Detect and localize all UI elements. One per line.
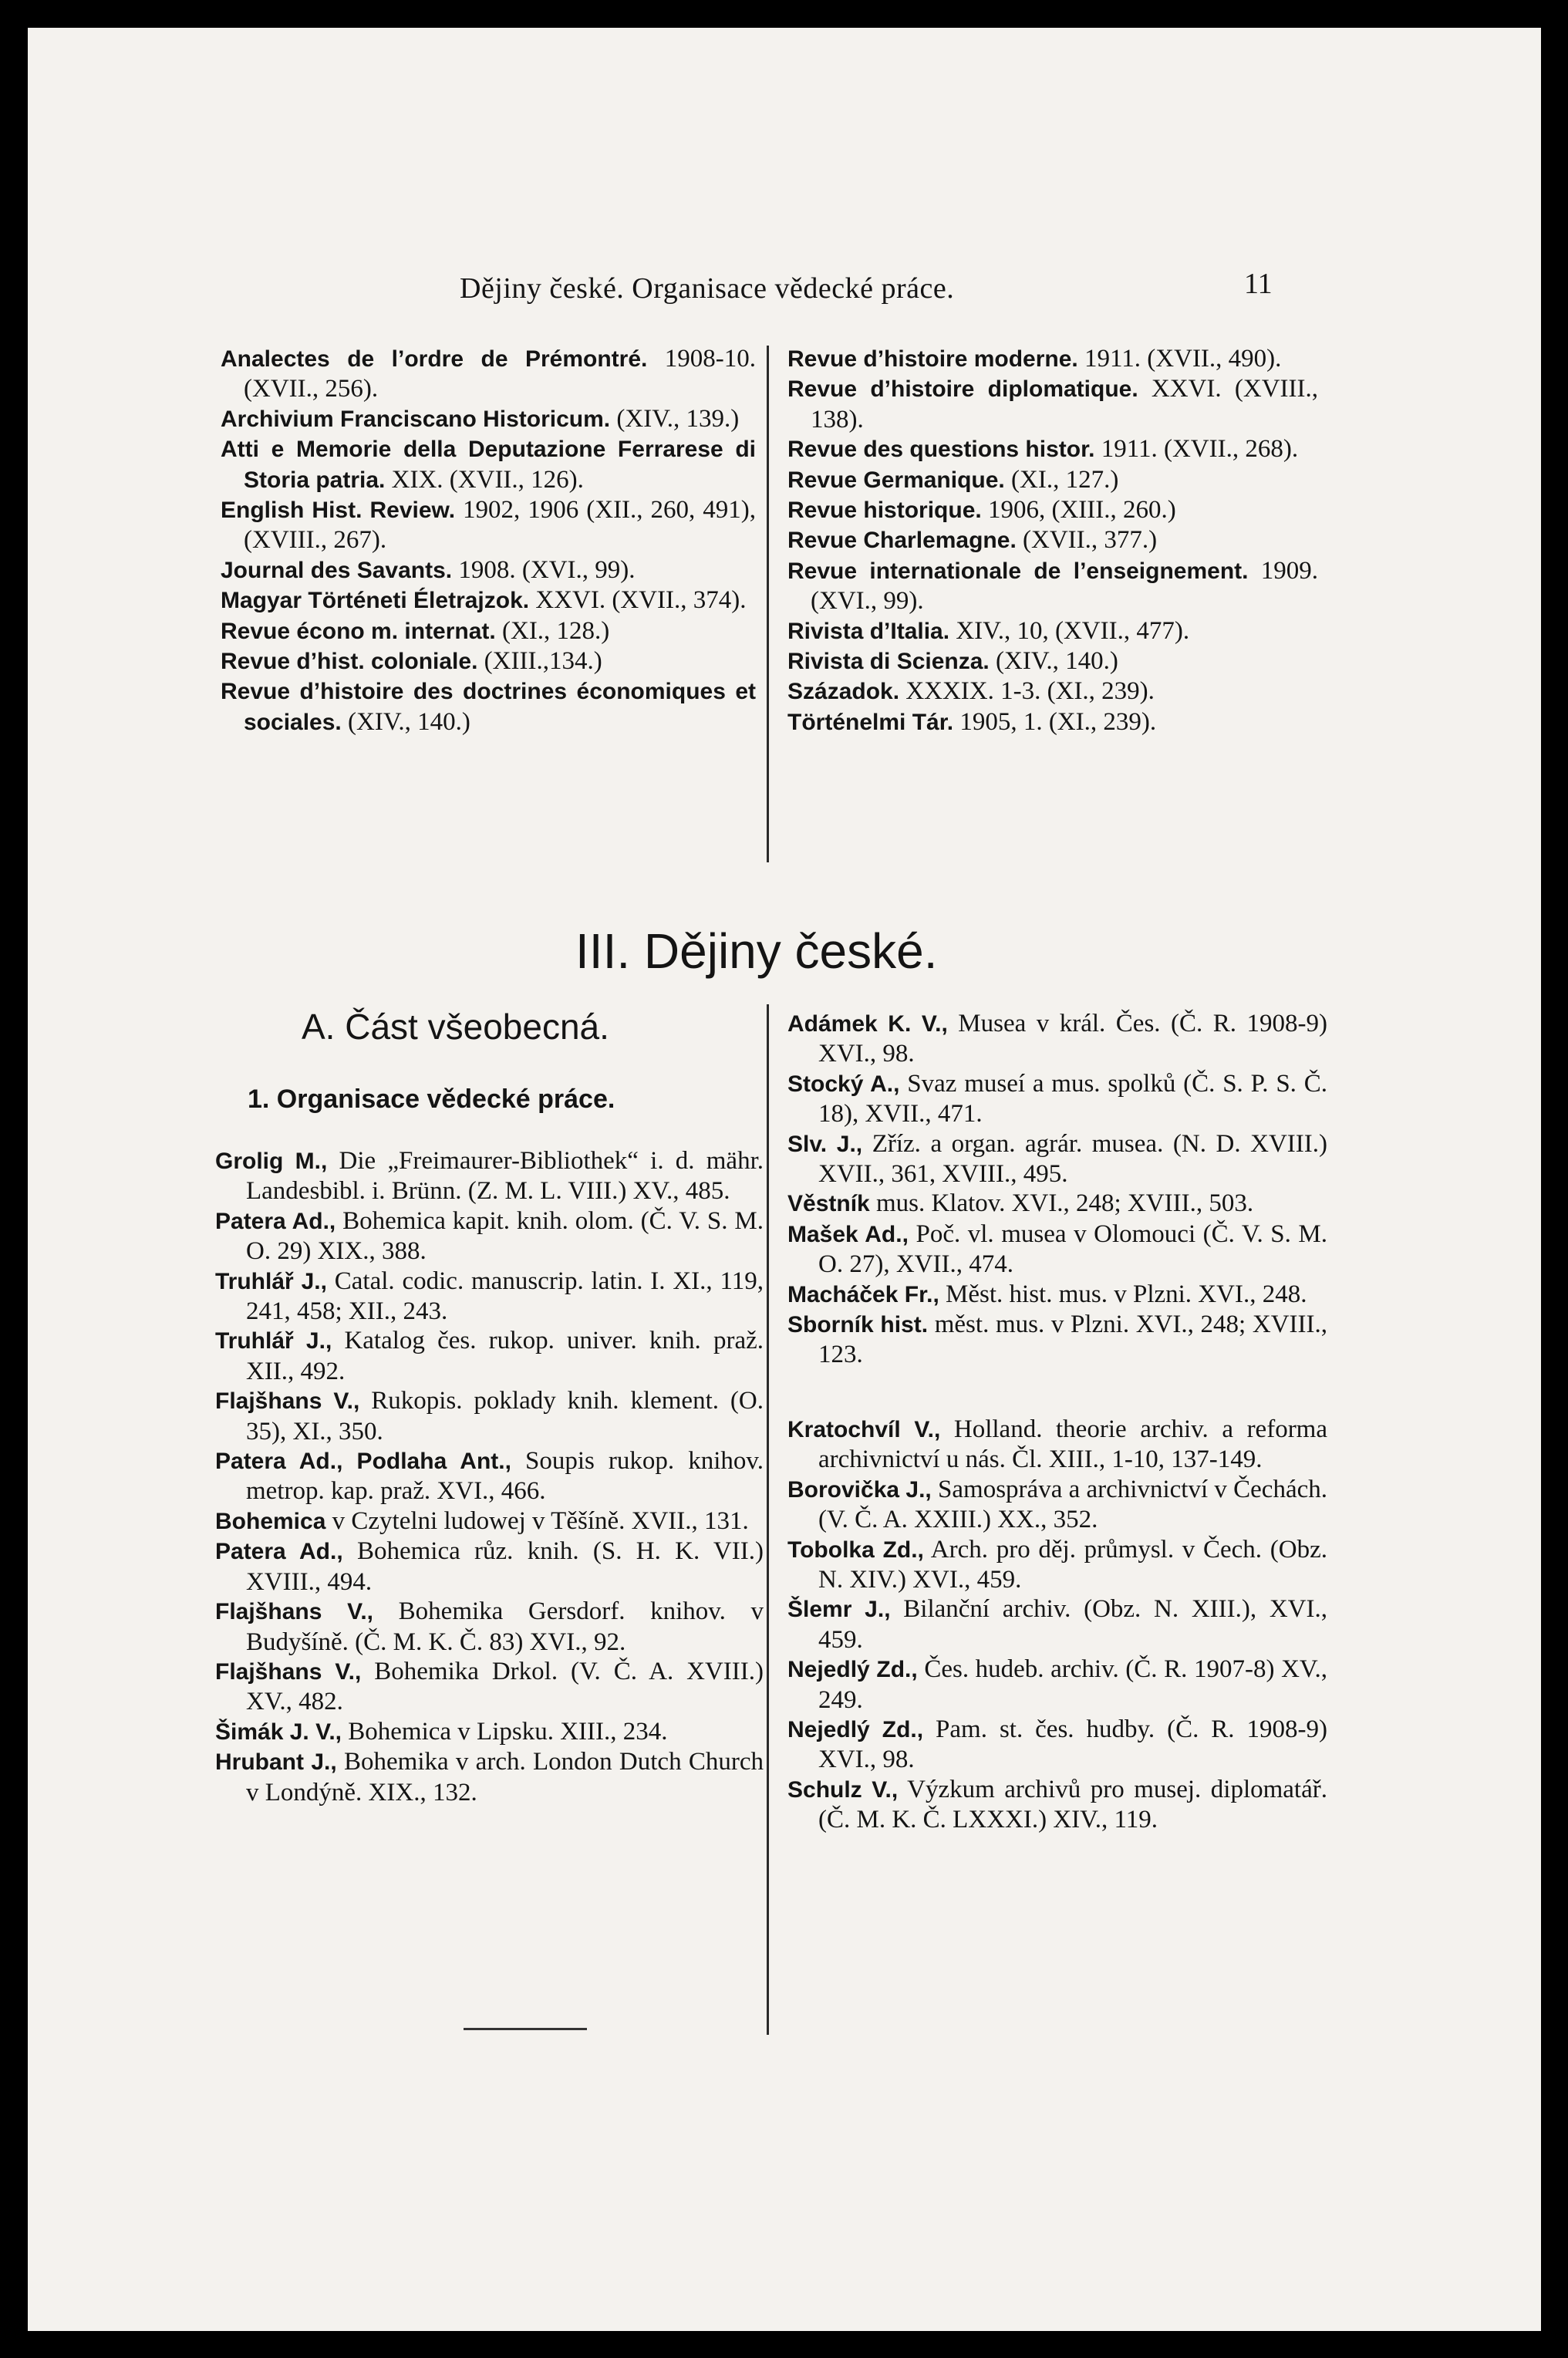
entry-heading: Věstník xyxy=(787,1191,870,1217)
entry-reference: Arch. pro děj. průmysl. v Čech. (Obz. N. XIV.) XVI., 459. xyxy=(818,1535,1327,1594)
entry-reference: Die „Freimaurer-Bibliothek“ i. d. mähr. Landesbibl. i. Brünn. (Z. M. L. VIII.) XV., 485. xyxy=(246,1147,764,1206)
bibliography-entry xyxy=(215,1326,764,1386)
entry-heading: Truhlář J., xyxy=(215,1268,327,1294)
entry-reference: (XIII.,134.) xyxy=(477,647,602,676)
entry-heading: Borovička J., xyxy=(787,1476,932,1503)
page-number: 11 xyxy=(1244,268,1273,300)
entry-heading: Patera Ad., xyxy=(215,1539,343,1565)
bibliography-entry xyxy=(221,676,756,737)
entry-heading: Flajšhans V., xyxy=(215,1658,362,1685)
entry-reference: (XIV., 139.) xyxy=(610,404,740,433)
entry-heading: Slv. J., xyxy=(787,1131,863,1157)
bibliography-entry xyxy=(787,344,1318,374)
entry-heading: Rivista di Scienza. xyxy=(787,649,990,675)
bibliography-entry xyxy=(221,585,756,616)
bibliography-entry xyxy=(787,465,1318,495)
entry-heading: Patera Ad., Podlaha Ant., xyxy=(215,1449,511,1475)
entry-reference: Katalog čes. rukop. univer. knih. praž. XII., 492. xyxy=(246,1327,764,1385)
bibliography-entry xyxy=(787,1219,1327,1280)
entry-heading: Schulz V., xyxy=(787,1776,899,1803)
entry-reference: Bohemika v arch. London Dutch Church v Londýně. XIX., 132. xyxy=(246,1748,764,1806)
entry-reference: (XVII., 377.) xyxy=(1016,526,1158,555)
bibliography-entry xyxy=(215,1537,764,1597)
entry-heading: Revue internationale de l’enseignement. xyxy=(787,558,1249,584)
subsubsection-title: 1. Organisace vědecké práce. xyxy=(248,1085,615,1114)
entry-heading: Századok. xyxy=(787,679,900,705)
entry-heading: Patera Ad., xyxy=(215,1208,336,1234)
entry-heading: Revue d’histoire des doctrines économiques et sociales. xyxy=(221,679,756,735)
entry-reference: Bohemica v Lipsku. XIII., 234. xyxy=(342,1717,668,1746)
entry-reference: (XI., 127.) xyxy=(1004,465,1119,494)
bibliography-entry xyxy=(787,707,1318,737)
entry-reference: Pam. st. čes. hudby. (Č. R. 1908-9) XVI., 98. xyxy=(818,1715,1327,1774)
bibliography-entry xyxy=(215,1717,764,1747)
bibliography-entry xyxy=(787,1775,1327,1835)
entry-heading: Flajšhans V., xyxy=(215,1388,360,1415)
bibliography-entry xyxy=(221,616,756,646)
entry-reference: Bohemika Drkol. (V. Č. A. XVIII.) XV., 482. xyxy=(246,1657,764,1716)
entry-heading: Történelmi Tár. xyxy=(787,709,954,735)
bibliography-entry xyxy=(215,1146,764,1206)
bibliography-entry xyxy=(221,646,756,676)
entry-reference: 1911. (XVII., 268). xyxy=(1094,435,1299,464)
bibliography-entry xyxy=(787,1280,1327,1310)
entry-heading: Adámek K. V., xyxy=(787,1011,948,1037)
entry-reference: Musea v král. Čes. (Č. R. 1908-9) XVI., 98. xyxy=(818,1010,1327,1068)
entry-heading: Šlemr J., xyxy=(787,1597,891,1623)
entry-reference: Holland. theorie archiv. a reforma archivnictví u nás. Čl. XIII., 1-10, 137-149. xyxy=(818,1415,1327,1474)
bibliography-entry xyxy=(787,646,1318,676)
entry-heading: Revue Germanique. xyxy=(787,467,1005,493)
entry-heading: Stocký A., xyxy=(787,1071,900,1097)
bottom-right-column xyxy=(787,1009,1327,1835)
column-divider-bottom xyxy=(767,1004,769,2035)
entry-reference: mus. Klatov. XVI., 248; XVIII., 503. xyxy=(869,1189,1254,1218)
entry-reference: v Czytelni ludowej v Těšíně. XVII., 131. xyxy=(325,1506,749,1535)
bibliography-entry xyxy=(787,434,1318,464)
entry-heading: Revue Charlemagne. xyxy=(787,528,1017,554)
entry-reference: 1908. (XVI., 99). xyxy=(452,555,636,584)
section-title: III. Dějiny české. xyxy=(575,923,938,979)
entry-reference: Poč. vl. musea v Olomouci (Č. V. S. M. O. 27), XVII., 474. xyxy=(818,1219,1327,1279)
top-left-column xyxy=(221,344,756,737)
bibliography-entry xyxy=(787,1415,1327,1475)
entry-reference: Bohemica kapit. knih. olom. (Č. V. S. M. O. 29) XIX., 388. xyxy=(246,1206,764,1266)
entry-reference: Zříz. a organ. agrár. musea. (N. D. XVIII.) XVII., 361, XVIII., 495. xyxy=(818,1129,1327,1189)
entry-heading: Mašek Ad., xyxy=(787,1221,909,1247)
entry-reference: Výzkum archivů pro musej. diplomatář. (Č. M. K. Č. LXXXI.) XIV., 119. xyxy=(818,1775,1327,1834)
entry-reference: XXVI. (XVIII., 138). xyxy=(811,375,1318,433)
bibliography-entry xyxy=(787,616,1318,646)
column-divider-top xyxy=(767,346,769,862)
entry-reference: 1908-10. (XVII., 256). xyxy=(244,345,756,403)
end-rule xyxy=(464,2028,587,2030)
entry-heading: Revue historique. xyxy=(787,498,982,524)
bibliography-entry xyxy=(221,555,756,585)
entry-reference: (XI., 128.) xyxy=(495,616,610,645)
entry-reference: Bohemika Gersdorf. knihov. v Budyšíně. (Č. M. K. Č. 83) XVI., 92. xyxy=(246,1597,764,1656)
entry-reference: 1902, 1906 (XII., 260, 491), (XVIII., 267). xyxy=(244,496,756,555)
entry-heading: Revue écono m. internat. xyxy=(221,618,496,644)
bibliography-entry xyxy=(787,1715,1327,1775)
entry-reference: Soupis rukop. knihov. metrop. kap. praž. XVI., 466. xyxy=(246,1447,764,1506)
bibliography-entry xyxy=(215,1597,764,1657)
running-head: Dějiny české. Organisace vědecké práce. xyxy=(460,272,955,305)
bibliography-entry xyxy=(221,344,756,404)
entry-heading: Rivista d’Italia. xyxy=(787,618,950,644)
bibliography-entry xyxy=(215,1267,764,1327)
entry-heading: Magyar Történeti Életrajzok. xyxy=(221,588,530,614)
bibliography-entry xyxy=(787,1129,1327,1189)
bibliography-entry xyxy=(215,1657,764,1717)
entry-heading: Tobolka Zd., xyxy=(787,1537,924,1563)
bibliography-entry xyxy=(787,1189,1327,1219)
entry-reference: 1911. (XVII., 490). xyxy=(1077,345,1282,373)
bibliography-entry xyxy=(215,1206,764,1267)
bottom-left-column xyxy=(215,1146,764,1807)
bibliography-entry xyxy=(215,1446,764,1506)
bibliography-entry xyxy=(221,434,756,495)
bibliography-entry xyxy=(787,1475,1327,1535)
bibliography-entry xyxy=(787,1009,1327,1069)
entry-reference: 1909. (XVI., 99). xyxy=(811,556,1318,616)
entry-heading: Truhlář J., xyxy=(215,1328,332,1354)
entry-reference: Bilanční archiv. (Obz. N. XIII.), XVI., 459. xyxy=(818,1595,1327,1654)
book-page xyxy=(28,28,1541,2331)
entry-heading: Macháček Fr., xyxy=(787,1281,939,1307)
bibliography-entry xyxy=(787,676,1318,707)
bibliography-entry xyxy=(215,1386,764,1446)
bibliography-entry xyxy=(787,495,1318,525)
entry-heading: Bohemica xyxy=(215,1508,326,1534)
bibliography-entry xyxy=(787,1655,1327,1715)
top-right-column xyxy=(787,344,1318,737)
entry-reference: Bohemica růz. knih. (S. H. K. VII.) XVIII., 494. xyxy=(246,1537,764,1596)
entry-heading: Šimák J. V., xyxy=(215,1719,342,1745)
entry-reference: 1905, 1. (XI., 239). xyxy=(953,707,1157,736)
entry-reference: XXVI. (XVII., 374). xyxy=(529,586,747,615)
entry-reference: (XIV., 140.) xyxy=(989,647,1118,676)
entry-reference: XXXIX. 1-3. (XI., 239). xyxy=(899,677,1155,706)
subsection-title: A. Část všeobecná. xyxy=(302,1007,609,1047)
entry-heading: Archivium Franciscano Historicum. xyxy=(221,406,611,432)
entry-reference: Samospráva a archivnictví v Čechách. (V. Č. A. XXIII.) XX., 352. xyxy=(818,1475,1327,1534)
bibliography-entry xyxy=(221,404,756,434)
entry-reference: Catal. codic. manuscrip. latin. I. XI., 119, 241, 458; XII., 243. xyxy=(246,1267,764,1326)
entry-reference: XIV., 10, (XVII., 477). xyxy=(949,616,1190,645)
bibliography-entry xyxy=(787,1535,1327,1595)
entry-reference: Čes. hudeb. archiv. (Č. R. 1907-8) XV., 249. xyxy=(818,1655,1327,1714)
entry-heading: Grolig M., xyxy=(215,1149,328,1174)
entry-heading: Revue d’hist. coloniale. xyxy=(221,649,478,675)
entry-heading: Atti e Memorie della Deputazione Ferrarese di Storia patria. xyxy=(221,437,756,493)
bibliography-entry xyxy=(787,556,1318,616)
entry-reference: Svaz museí a mus. spolků (Č. S. P. S. Č. 18), XVII., 471. xyxy=(818,1069,1327,1128)
entry-heading: Revue d’histoire diplomatique. xyxy=(787,376,1138,403)
entry-heading: Kratochvíl V., xyxy=(787,1416,941,1442)
entry-heading: Flajšhans V., xyxy=(215,1599,374,1625)
entry-heading: English Hist. Review. xyxy=(221,498,456,524)
bibliography-entry xyxy=(787,1310,1327,1370)
entry-reference: XIX. (XVII., 126). xyxy=(385,465,584,494)
bibliography-entry xyxy=(787,1069,1327,1129)
entry-reference: Rukopis. poklady knih. klement. (O. 35), XI., 350. xyxy=(246,1387,764,1445)
bibliography-entry xyxy=(787,1594,1327,1655)
entry-heading: Hrubant J., xyxy=(215,1749,337,1776)
entry-heading: Nejedlý Zd., xyxy=(787,1716,924,1742)
bibliography-entry xyxy=(215,1506,764,1537)
entry-heading: Revue d’histoire moderne. xyxy=(787,346,1078,372)
entry-heading: Sborník hist. xyxy=(787,1312,929,1338)
entry-heading: Analectes de l’ordre de Prémontré. xyxy=(221,346,648,372)
bibliography-entry xyxy=(787,374,1318,434)
entry-heading: Revue des questions histor. xyxy=(787,437,1095,463)
entry-heading: Nejedlý Zd., xyxy=(787,1657,918,1683)
entry-reference: měst. mus. v Plzni. XVI., 248; XVIII., 123. xyxy=(818,1311,1327,1369)
entry-reference: 1906, (XIII., 260.) xyxy=(981,496,1176,525)
bibliography-entry xyxy=(787,525,1318,555)
entry-heading: Journal des Savants. xyxy=(221,557,453,583)
entry-reference: (XIV., 140.) xyxy=(341,707,470,736)
entry-reference: Měst. hist. mus. v Plzni. XVI., 248. xyxy=(939,1280,1307,1308)
bibliography-entry xyxy=(215,1747,764,1807)
bibliography-entry xyxy=(221,495,756,555)
